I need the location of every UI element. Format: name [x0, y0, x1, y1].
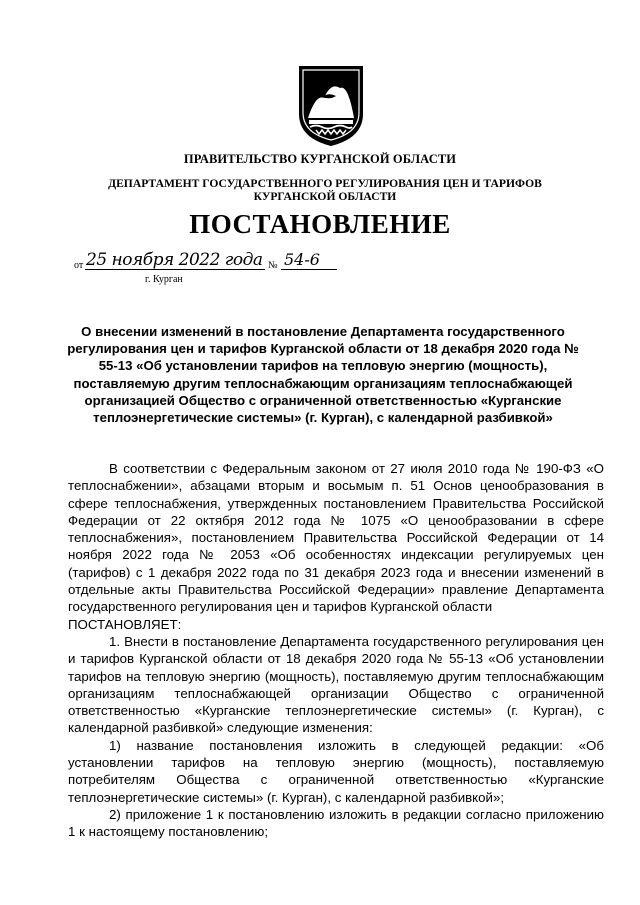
document-type-heading: ПОСТАНОВЛЕНИЕ: [189, 209, 451, 239]
number-label: №: [268, 260, 278, 271]
document-body: [68, 460, 604, 841]
handwritten-number: 54-6: [284, 250, 320, 269]
date-prefix-label: от: [74, 260, 84, 271]
document-title: О внесении изменений в постановление Департамента государственного регулирования цен и тарифов Курганской области от 18 декабря 2020 года № 55-13 «Об установлении тарифов на тепловую энергию (мощность), поставляемую другим теплоснабжающим организациям теплоснабжающей организацией Общество с ограниченной ответственностью «Курганские теплоэнергетические системы» (г. Курган), с календарной разбивкой»: [67, 324, 579, 426]
date-underline: [85, 269, 265, 270]
preamble-paragraph: В соответствии с Федеральным законом от 27 июля 2010 года № 190-ФЗ «О теплоснабжении», абзацами вторым и восьмым п. 51 Основ ценообразования в сфере теплоснабжения, утвержденных постановлением Правительства Российской Федерации от 22 октября 2012 года № 1075 «О ценообразовании в сфере теплоснабжения», постановлением Правительства Российской Федерации от 14 ноября 2022 года № 2053 «Об особенностях индексации регулируемых цен (тарифов) с 1 декабря 2022 года по 31 декабря 2023 года и внесении изменений в отдельные акты Правительства Российской Федерации» правление Департамента государственного регулирования цен и тарифов Курганской области: [68, 461, 604, 615]
city-label: г. Курган: [145, 274, 183, 285]
decision-word: ПОСТАНОВЛЯЕТ:: [68, 616, 182, 632]
kurgan-coat-of-arms-icon: [296, 64, 366, 148]
item-1-2-paragraph: 2) приложение 1 к постановлению изложить в редакции согласно приложению 1 к настоящему постановлению;: [68, 806, 604, 840]
item-1-paragraph: 1. Внести в постановление Департамента государственного регулирования цен и тарифов Курганской области от 18 декабря 2020 года № 55-13 «Об установлении тарифов на тепловую энергию (мощность), поставляемую другим теплоснабжающим организациям теплоснабжающей организации Общество с ограниченной ответственностью «Курганские теплоэнергетические системы» (г. Курган), с календарной разбивкой» следующие изменения:: [68, 633, 604, 736]
department-name: ДЕПАРТАМЕНТ ГОСУДАРСТВЕННОГО РЕГУЛИРОВАНИЯ ЦЕН И ТАРИФОВ КУРГАНСКОЙ ОБЛАСТИ: [108, 177, 542, 203]
government-name: ПРАВИТЕЛЬСТВО КУРГАНСКОЙ ОБЛАСТИ: [183, 152, 457, 166]
item-1-1-paragraph: 1) название постановления изложить в следующей редакции: «Об установлении тарифов на тепловую энергию (мощность), поставляемую потребителям Общества с ограниченной ответственностью «Курганские теплоэнергетические системы» (г. Курган), с календарной разбивкой»;: [68, 737, 604, 805]
date-number-line: [74, 250, 344, 274]
number-underline: [281, 269, 337, 270]
handwritten-date: 25 ноября 2022 года: [86, 250, 263, 270]
